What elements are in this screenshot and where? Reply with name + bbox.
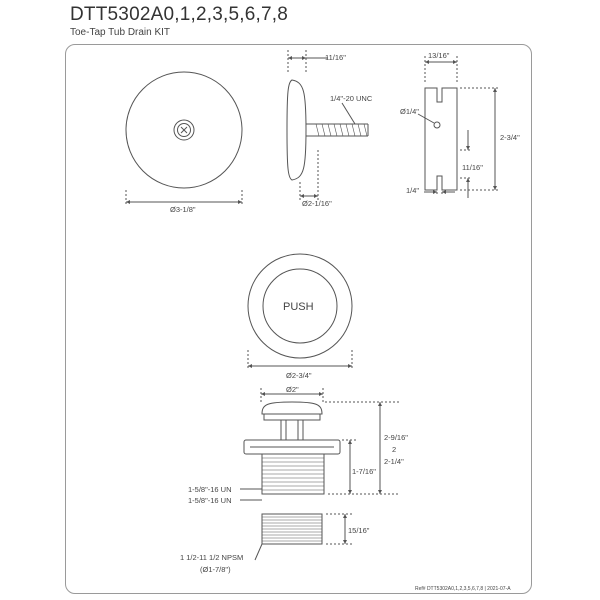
total-height-bottom-label: 2-1/4" <box>384 457 404 466</box>
clip-bottom-label: 1/4" <box>406 186 420 195</box>
thread-un-label-2: 1-5/8"-16 UN <box>188 496 232 505</box>
total-height-separator: 2 <box>392 445 397 454</box>
reference-number: Ref# DTT5302A0,1,2,3,5,6,7,8 | 2021-07-A <box>415 586 511 592</box>
push-label: PUSH <box>283 301 314 313</box>
body-height-label: 1-7/16" <box>352 467 376 476</box>
cap-height-label: 11/16" <box>325 53 346 62</box>
total-height-top-label: 2-9/16" <box>384 433 408 442</box>
page-title: DTT5302A0,1,2,3,5,6,7,8 <box>70 4 288 25</box>
cap-side-view <box>287 50 368 200</box>
adapter-height-label: 15/16" <box>348 526 370 535</box>
drain-assembly-view <box>240 388 400 560</box>
clip-view <box>418 56 500 198</box>
clip-hole-label: Ø1/4" <box>400 107 419 116</box>
cap-front-view <box>126 72 242 206</box>
thread-un-label-1: 1-5/8"-16 UN <box>188 485 232 494</box>
stopper-diameter-label: Ø2" <box>286 385 299 394</box>
page-subtitle: Toe-Tap Tub Drain KIT <box>70 27 171 38</box>
clip-height-label: 2-3/4" <box>500 133 520 142</box>
clip-width-label: 13/16" <box>428 51 450 60</box>
thread-bolt-label: 1/4"-20 UNC <box>330 94 373 103</box>
cap-base-diameter-label: Ø2-1/16" <box>302 199 332 208</box>
npsm-thread-label: 1 1/2-11 1/2 NPSM <box>180 553 244 562</box>
npsm-diameter-label: (Ø1-7/8") <box>200 565 231 574</box>
cap-diameter-label: Ø3-1/8" <box>170 205 196 214</box>
push-diameter-label: Ø2-3/4" <box>286 371 312 380</box>
clip-slot-label: 11/16" <box>462 163 483 172</box>
